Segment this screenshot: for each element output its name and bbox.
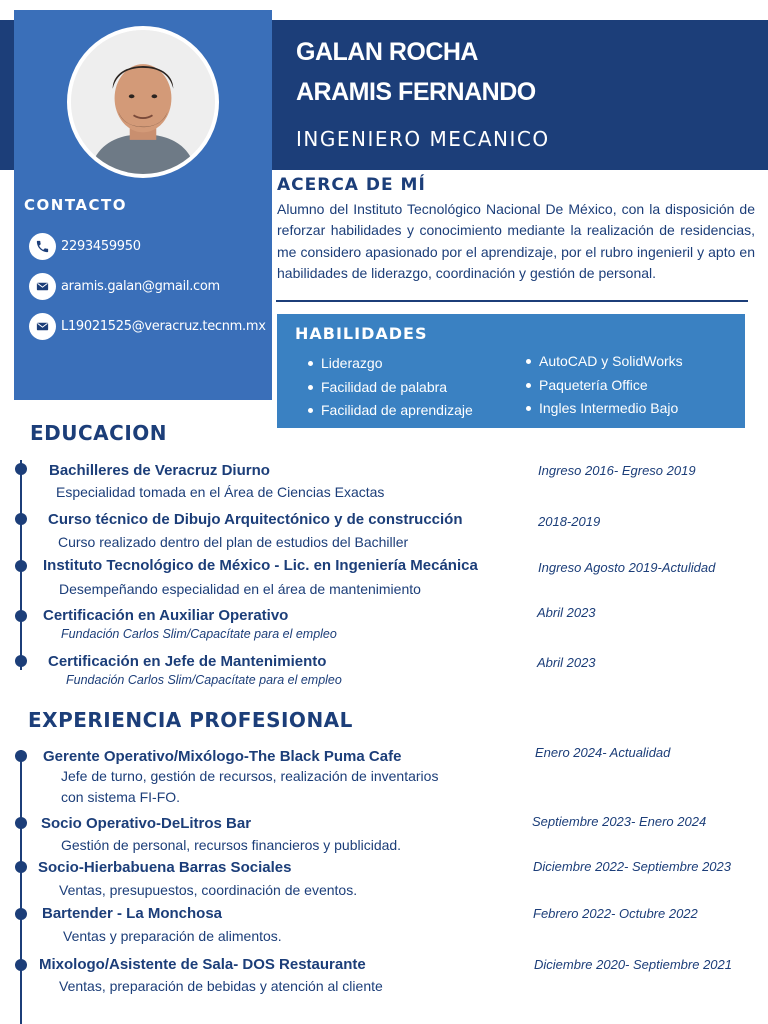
education-item-date: Ingreso 2016- Egreso 2019 — [538, 463, 696, 478]
experience-item-title: Socio Operativo-DeLitros Bar — [41, 815, 252, 832]
education-item-date: Abril 2023 — [537, 655, 596, 670]
skill-item: Facilidad de palabra — [305, 376, 473, 400]
experience-item-sub: con sistema FI-FO. — [61, 789, 181, 805]
about-heading: ACERCA DE MÍ — [277, 175, 426, 195]
education-item-sub: Desempeñando especialidad en el área de mantenimiento — [59, 581, 421, 597]
education-item-sub: Fundación Carlos Slim/Capacítate para el empleo — [61, 627, 337, 641]
name-line-1: GALAN ROCHA — [296, 38, 478, 66]
contact-email-personal[interactable] — [29, 273, 220, 300]
email-school: L19021525@veracruz.tecnm.mx — [61, 319, 266, 334]
skills-list-right — [523, 350, 683, 421]
mail-icon — [29, 273, 56, 300]
education-item-title: Certificación en Jefe de Mantenimiento — [48, 653, 327, 670]
experience-item-date: Septiembre 2023- Enero 2024 — [532, 814, 707, 829]
education-item-sub: Fundación Carlos Slim/Capacítate para el empleo — [66, 673, 342, 687]
education-item-sub: Curso realizado dentro del plan de estudios del Bachiller — [58, 534, 409, 550]
experience-item-date: Febrero 2022- Octubre 2022 — [533, 906, 698, 921]
timeline-dot — [15, 463, 27, 475]
contact-heading: CONTACTO — [24, 196, 127, 214]
skill-item: Liderazgo — [305, 352, 473, 376]
education-heading: EDUCACION — [30, 421, 168, 445]
timeline-dot — [15, 908, 27, 920]
experience-item-sub: Ventas, presupuestos, coordinación de eventos. — [59, 882, 358, 898]
experience-item-sub: Gestión de personal, recursos financieros y publicidad. — [61, 837, 402, 853]
skills-box — [277, 314, 745, 428]
profile-photo — [67, 26, 219, 178]
job-title: INGENIERO MECANICO — [296, 127, 550, 151]
experience-item-date: Diciembre 2020- Septiembre 2021 — [534, 957, 732, 972]
education-item-title: Certificación en Auxiliar Operativo — [43, 607, 289, 624]
timeline-dot — [15, 610, 27, 622]
experience-item-date: Enero 2024- Actualidad — [535, 745, 671, 760]
experience-item-title: Socio-Hierbabuena Barras Sociales — [38, 859, 292, 876]
about-text: Alumno del Instituto Tecnológico Nacional De México, con la disposición de reforzar habilidades y conocimiento mediante la realización de residencias, me considero apasionado por el aprendizaje, por el rubro ingenieril y apto en habilidades de liderazgo, coordinación y gestión de personal. — [277, 201, 755, 281]
timeline-dot — [15, 959, 27, 971]
education-item-title: Bachilleres de Veracruz Diurno — [49, 462, 270, 479]
timeline-dot — [15, 817, 27, 829]
name-line-2: ARAMIS FERNANDO — [296, 78, 536, 106]
email-personal: aramis.galan@gmail.com — [61, 279, 220, 294]
timeline-dot — [15, 513, 27, 525]
experience-item-date: Diciembre 2022- Septiembre 2023 — [533, 859, 731, 874]
profile-photo-illustration — [71, 30, 215, 174]
about-divider — [276, 300, 748, 302]
contact-phone[interactable] — [29, 233, 141, 260]
skill-item: Paquetería Office — [523, 374, 683, 398]
experience-item-sub: Jefe de turno, gestión de recursos, realización de inventarios — [61, 768, 439, 784]
education-item-date: 2018-2019 — [538, 514, 601, 529]
experience-item-title: Mixologo/Asistente de Sala- DOS Restaurante — [39, 956, 366, 973]
phone-icon — [29, 233, 56, 260]
experience-item-sub: Ventas, preparación de bebidas y atención al cliente — [59, 978, 383, 994]
skills-heading: HABILIDADES — [295, 324, 428, 343]
education-item-title: Curso técnico de Dibujo Arquitectónico y de construcción — [48, 511, 463, 528]
timeline-dot — [15, 861, 27, 873]
phone-number: 2293459950 — [61, 239, 141, 254]
experience-item-title: Bartender - La Monchosa — [42, 905, 223, 922]
experience-item-sub: Ventas y preparación de alimentos. — [63, 928, 282, 944]
experience-timeline — [20, 750, 22, 1024]
education-item-title: Instituto Tecnológico de México - Lic. en Ingeniería Mecánica — [43, 557, 478, 574]
experience-heading: EXPERIENCIA PROFESIONAL — [28, 708, 353, 732]
timeline-dot — [15, 655, 27, 667]
skill-item: AutoCAD y SolidWorks — [523, 350, 683, 374]
education-item-date: Abril 2023 — [537, 605, 596, 620]
education-item-sub: Especialidad tomada en el Área de Ciencias Exactas — [56, 484, 385, 500]
contact-email-school[interactable] — [29, 313, 266, 340]
education-item-date: Ingreso Agosto 2019-Actulidad — [538, 560, 716, 575]
skill-item: Facilidad de aprendizaje — [305, 399, 473, 423]
timeline-dot — [15, 750, 27, 762]
skill-item: Ingles Intermedio Bajo — [523, 397, 683, 421]
timeline-dot — [15, 560, 27, 572]
skills-list-left — [305, 352, 473, 423]
mail-icon — [29, 313, 56, 340]
experience-item-title: Gerente Operativo/Mixólogo-The Black Puma Cafe — [43, 748, 402, 765]
